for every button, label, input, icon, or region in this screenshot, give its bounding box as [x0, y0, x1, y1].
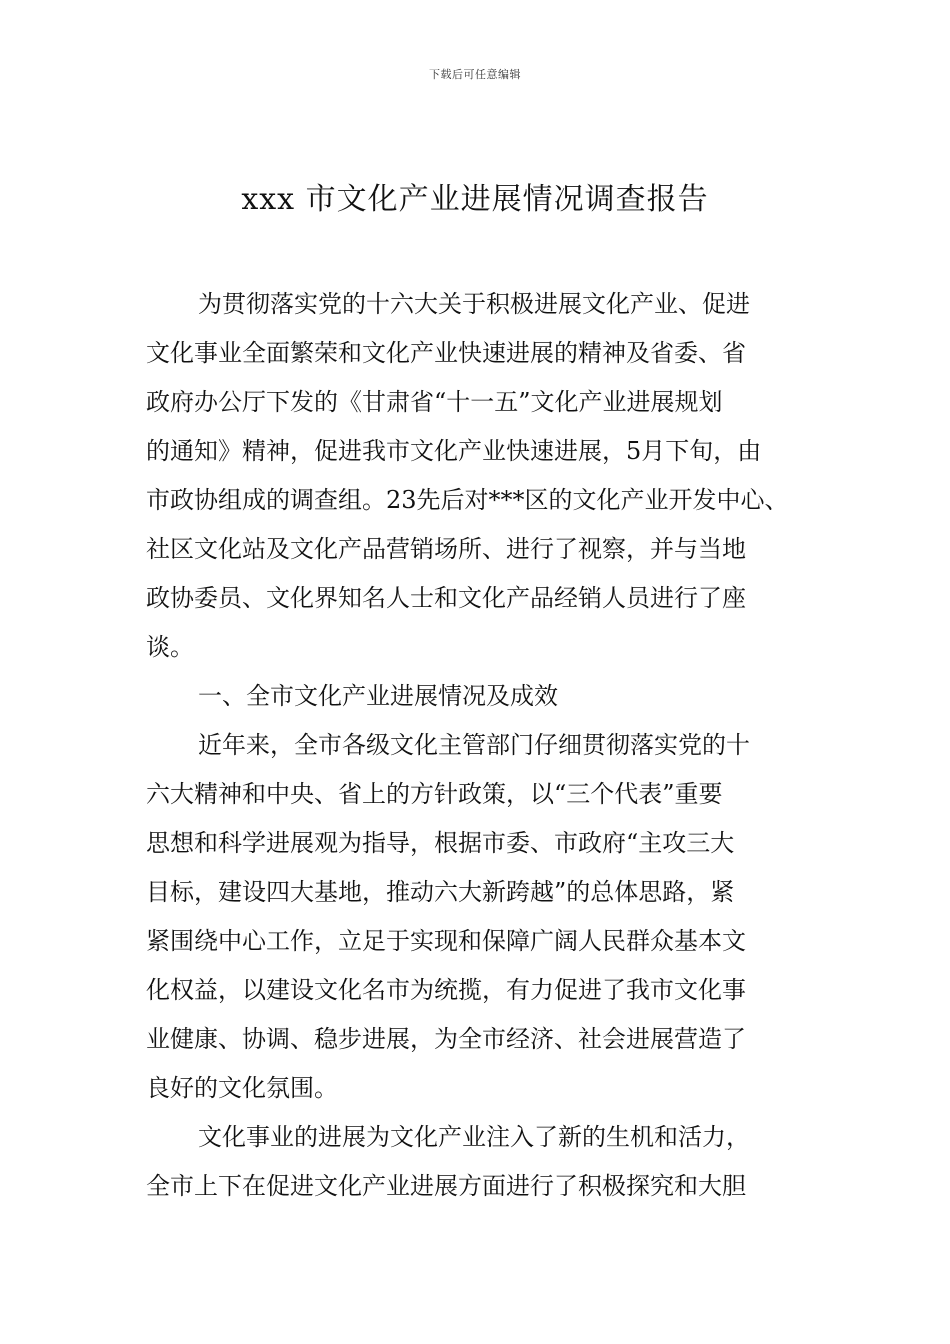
paragraph-line: 目标，建设四大基地，推动六大新跨越”的总体思路，紧 — [146, 878, 735, 906]
paragraph-line: 文化事业全面繁荣和文化产业快速进展的精神及省委、省 — [146, 339, 746, 367]
paragraph-line: 良好的文化氛围。 — [146, 1074, 338, 1102]
paragraph-line: 思想和科学进展观为指导，根据市委、市政府“主攻三大 — [146, 829, 735, 857]
paragraph-line: 近年来，全市各级文化主管部门仔细贯彻落实党的十 — [198, 731, 750, 759]
paragraph-line: 市政协组成的调查组。23先后对***区的文化产业开发中心、 — [146, 486, 789, 514]
section-heading: 一、全市文化产业进展情况及成效 — [198, 682, 558, 710]
paragraph-line: 业健康、协调、稳步进展，为全市经济、社会进展营造了 — [146, 1025, 746, 1053]
paragraph-line: 政府办公厅下发的《甘肃省“十一五”文化产业进展规划 — [146, 388, 723, 416]
paragraph-line: 政协委员、文化界知名人士和文化产品经销人员进行了座 — [146, 584, 746, 612]
paragraph-line: 文化事业的进展为文化产业注入了新的生机和活力， — [198, 1123, 750, 1151]
paragraph-line: 谈。 — [146, 633, 194, 661]
paragraph-line: 全市上下在促进文化产业进展方面进行了积极探究和大胆 — [146, 1172, 746, 1200]
paragraph-line: 社区文化站及文化产品营销场所、进行了视察，并与当地 — [146, 535, 746, 563]
document-body — [146, 280, 811, 1211]
paragraph-line: 化权益，以建设文化名市为统揽，有力促进了我市文化事 — [146, 976, 746, 1004]
header-note: 下载后可任意编辑 — [429, 68, 521, 81]
paragraph-line: 为贯彻落实党的十六大关于积极进展文化产业、促进 — [198, 290, 750, 318]
paragraph-line: 紧围绕中心工作，立足于实现和保障广阔人民群众基本文 — [146, 927, 746, 955]
document-title: xxx 市文化产业进展情况调查报告 — [241, 182, 709, 217]
paragraph-line: 六大精神和中央、省上的方针政策，以“三个代表”重要 — [146, 780, 723, 808]
paragraph-line: 的通知》精神，促进我市文化产业快速进展，5月下旬，由 — [146, 437, 762, 465]
